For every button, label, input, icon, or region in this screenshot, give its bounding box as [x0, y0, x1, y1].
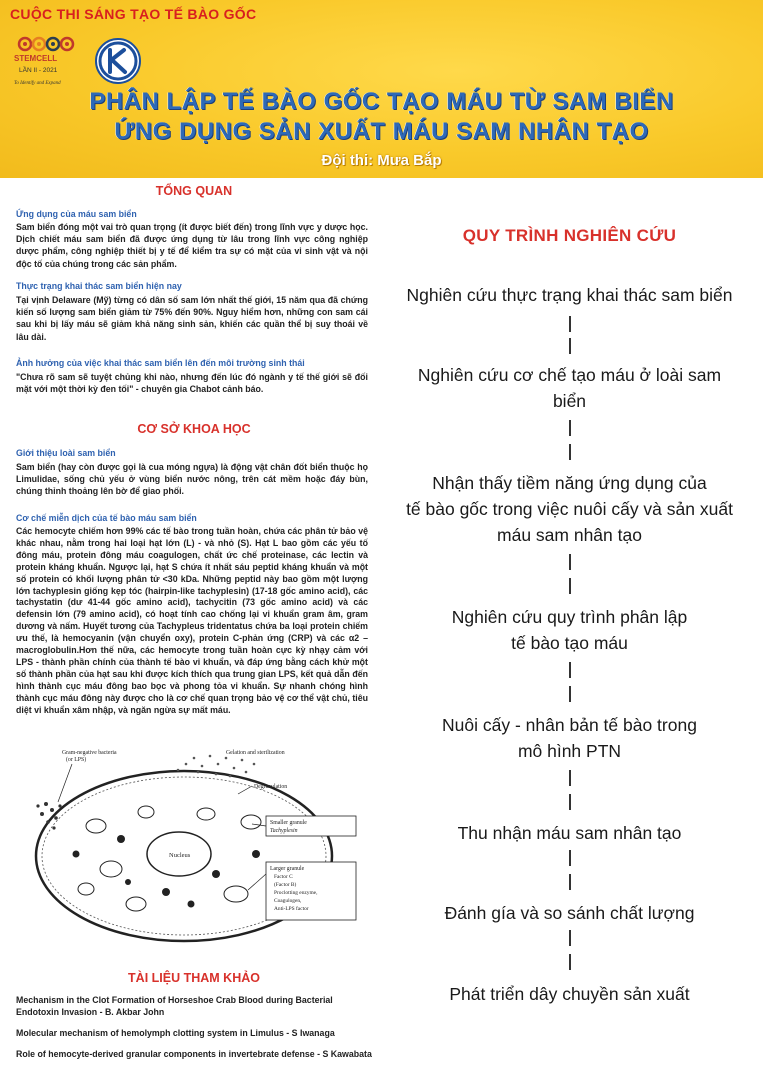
process-step-1: [376, 282, 763, 308]
reference-item: Mechanism in the Clot Formation of Horseshoe Crab Blood during Bacterial Endotoxin Invasion - B. Akbar John: [16, 995, 333, 1017]
process-step-text: Nghiên cứu thực trạng khai thác sam biển: [406, 285, 733, 305]
label-nucleus: Nucleus: [169, 852, 191, 859]
label-smaller-granule: Smaller granule: [270, 820, 307, 826]
contest-name: CUỘC THI SÁNG TẠO TẾ BÀO GỐC: [10, 6, 257, 22]
label-larger-item-2: (Factor B): [274, 882, 297, 888]
process-step-text: Đánh gía và so sánh chất lượng: [444, 903, 695, 923]
label-tachyplesin: Tachyplesin: [270, 828, 298, 834]
process-step-text: Thu nhận máu sam nhân tạo: [457, 823, 682, 843]
poster-title-line-1: PHÂN LẬP TẾ BÀO GỐC TẠO MÁU TỪ SAM BIỂN: [89, 88, 674, 115]
label-gram-negative: Gram-negative bacteria: [62, 750, 117, 756]
process-step-text: biển: [552, 391, 587, 411]
science-paragraph-1: Sam biển (hay còn được gọi là cua móng ngựa) là động vật chân đốt biển thuộc họ Limulidae, sống chủ yếu ở vùng biển nước nông, trên cát mềm hoặc đáy bùn, chúng thỉnh thoảng lên bờ để giao phối.: [16, 462, 368, 497]
process-step-8: [376, 981, 763, 1007]
label-gelation: Gelation and sterilization: [226, 750, 285, 756]
process-step-7: [376, 900, 763, 926]
stemcell-logo-edition: LẦN II - 2021: [19, 67, 58, 74]
process-connector: [569, 954, 571, 970]
science-paragraph-2: Các hemocyte chiếm hơn 99% các tế bào trong tuần hoàn, chứa các phân tử bảo vệ khác nhau, nằm trong hai loại hạt lớn (L) - và nhỏ (S). Hạt L bao gồm các yếu tố đông máu, protein đông máu coagulogen, chất ức chế proteinase, các lectin và protein kháng khuẩn. Ngược lại, hạt S chứa ít nhất sáu peptid kháng khuẩn và một số protein có khối lượng phân tử <30 kDa. Những peptid này bao gồm một lượng lớn tachyplesin giống kẹp tóc (hairpin-like tachyplesin) (17-18 gốc amino acid), các tachystatin (dư 41-44 gốc amino acid), tachycitin (73 gốc amino acid) và các defensin lớn (79 amino acid), có hoạt tính cao chống lại vi khuẩn gram âm, gram dương và nấm. Huyết tương của Tachypleus tridentatus chứa ba loại protein chiếm ưu thế, là hemocyanin (vận chuyển oxy), protein C-phản ứng (CRP) và các α2 – macroglobulin.Hơn thế nữa, các hemocyte trong tuần hoàn cực kỳ nhạy cảm với LPS - thành phần chính của thành tế bào vi khuẩn, và đáp ứng bằng cách khử một số thành phần của hạt sau khi được kích thích qua trung gian LPS, kết quả dẫn đến hình thành cục máu đông bao bọc và phong tỏa vi khuẩn. Sự nhanh chóng hình thành cục máu đông này được cho là cơ chế quan trọng bảo vệ cơ thể vật chủ, tiêu diệt vi khuẩn xâm nhập, và ngăn ngừa sự mất máu.: [16, 526, 368, 715]
process-step-text: tế bào gốc trong việc nuôi cấy và sản xuất: [406, 499, 733, 519]
overview-subheading-1: Ứng dụng của máu sam biển: [16, 209, 137, 219]
process-connector: [569, 850, 571, 866]
process-connector: [569, 554, 571, 570]
process-connector: [569, 874, 571, 890]
science-subheading-2: Cơ chế miễn dịch của tế bào máu sam biển: [16, 513, 197, 523]
process-connector: [569, 794, 571, 810]
process-connector: [569, 770, 571, 786]
process-connector: [569, 420, 571, 436]
overview-subheading-3: Ảnh hưởng của việc khai thác sam biển lên đến môi trường sinh thái: [16, 358, 305, 368]
process-step-text: Nghiên cứu quy trình phân lập: [451, 607, 688, 627]
overview-heading: TỔNG QUAN: [155, 184, 233, 198]
process-connector: [569, 578, 571, 594]
science-heading: CƠ SỞ KHOA HỌC: [137, 422, 251, 436]
process-step-2: [376, 362, 763, 414]
label-larger-item-4: Coagulogen,: [274, 898, 302, 904]
process-step-text: mô hình PTN: [517, 741, 622, 761]
label-larger-item-1: Factor C: [274, 874, 293, 880]
process-step-text: Nghiên cứu cơ chế tạo máu ở loài sam: [417, 365, 722, 385]
process-connector: [569, 662, 571, 678]
university-logo: [95, 38, 141, 84]
overview-paragraph-1: Sam biển đóng một vai trò quan trọng (ít được biết đến) trong lĩnh vực y dược học. Dịch chiết máu sam biển đã được ứng dụng từ lâu trong lĩnh vực công nghiệp dược phẩm, công nghiệp thiết bị y tế để kiểm tra sự có mặt của vi sinh vật và nội độc tố của chúng trong các sản phẩm.: [16, 222, 368, 269]
label-gram-negative-sub: (or LPS): [66, 757, 87, 763]
process-connector: [569, 444, 571, 460]
stemcell-logo-name: STEMCELL: [14, 54, 58, 63]
label-larger-item-3: Proclotting enzyme,: [274, 890, 318, 896]
hemocyte-diagram: [16, 744, 372, 944]
poster-header: [0, 0, 763, 178]
process-connector: [569, 686, 571, 702]
label-larger-granule: Larger granule: [270, 866, 305, 872]
process-step-text: tế bào tạo máu: [511, 633, 628, 653]
process-step-text: Phát triển dây chuyền sản xuất: [449, 984, 690, 1004]
poster-title-line-2: ỨNG DỤNG SẢN XUẤT MÁU SAM NHÂN TẠO: [114, 118, 649, 145]
stemcell-logo-tagline: To Identify and Expand: [14, 81, 61, 86]
process-step-5: [376, 712, 763, 764]
overview-paragraph-3: "Chưa rõ sam sẽ tuyệt chủng khi nào, nhưng đến lúc đó ngành y tế thế giới sẽ đối mặt với một thời kỳ đen tối" - chuyên gia Chabot cảnh báo.: [16, 372, 368, 395]
process-connector: [569, 316, 571, 332]
process-step-text: máu sam nhân tạo: [497, 525, 642, 545]
right-column: [376, 178, 763, 1078]
team-name: Đội thi: Mưa Bắp: [321, 152, 442, 169]
science-subheading-1: Giới thiệu loài sam biển: [16, 448, 116, 458]
references-heading: TÀI LIỆU THAM KHẢO: [128, 971, 260, 985]
process-step-4: [376, 604, 763, 656]
label-degranulation: Degranulation: [254, 784, 288, 790]
reference-item: Molecular mechanism of hemolymph clotting system in Limulus - S Iwanaga: [16, 1028, 335, 1038]
process-step-text: Nuôi cấy - nhân bản tế bào trong: [442, 715, 697, 735]
label-larger-item-5: Anti-LPS factor: [274, 906, 309, 912]
stemcell-logo: [14, 34, 86, 92]
reference-item: Role of hemocyte-derived granular components in invertebrate defense - S Kawabata: [16, 1049, 372, 1059]
process-step-3: [376, 470, 763, 548]
process-connector: [569, 930, 571, 946]
process-connector: [569, 338, 571, 354]
overview-subheading-2: Thực trạng khai thác sam biển hiện nay: [16, 281, 182, 291]
process-heading: QUY TRÌNH NGHIÊN CỨU: [462, 226, 677, 245]
process-step-text: Nhận thấy tiềm năng ứng dụng của: [432, 473, 707, 493]
overview-paragraph-2: Tại vịnh Delaware (Mỹ) từng có dân số sam lớn nhất thế giới, 15 năm qua đã chứng kiến số lượng sam biển giảm từ 75% đến 90%. Nguy hiểm hơn, những con sam cái sau khi bị lấy máu sẽ giảm khả năng sinh sản, khiến các quần thể bị suy thoái về lâu dài.: [16, 295, 368, 342]
process-step-6: [376, 820, 763, 846]
